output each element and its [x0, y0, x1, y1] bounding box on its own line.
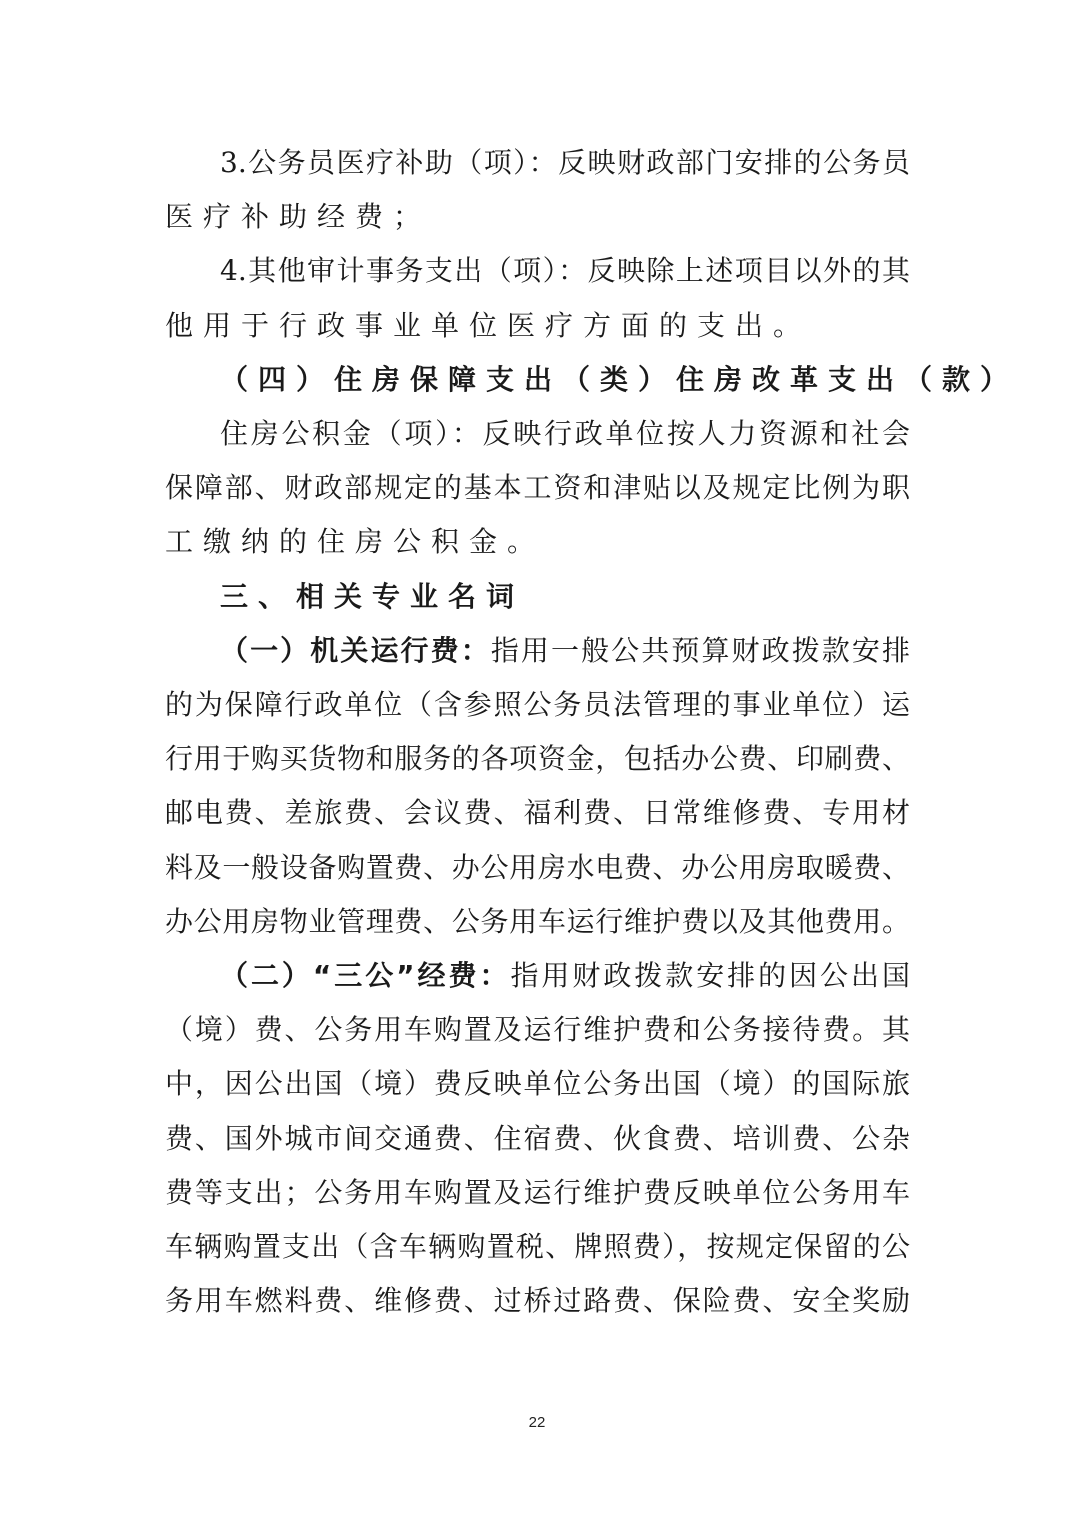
bold-heading: （一）机关运行费：	[220, 633, 491, 667]
text-line	[220, 957, 910, 995]
body-text: 他用于行政事业单位医疗方面的支出。	[165, 308, 812, 342]
text-line	[220, 252, 910, 290]
text-line	[220, 144, 910, 182]
body-text: 邮电费、差旅费、会议费、福利费、日常维修费、专用材	[165, 796, 910, 830]
body-text: （境）费、公务用车购置及运行维护费和公务接待费。其	[165, 1013, 910, 1047]
text-line	[165, 740, 910, 778]
body-text: 料及一般设备购置费、办公用房水电费、办公用房取暖费、	[165, 850, 910, 884]
body-text: 中，因公出国（境）费反映单位公务出国（境）的国际旅	[165, 1067, 910, 1101]
body-text: 工缴纳的住房公积金。	[165, 525, 546, 559]
text-line	[165, 686, 910, 724]
text-line	[220, 415, 910, 453]
body-text: 行用于购买货物和服务的各项资金，包括办公费、印刷费、	[165, 742, 910, 776]
body-text: 医疗补助经费；	[165, 200, 432, 234]
body-text: 指用财政拨款安排的因公出国	[510, 959, 910, 992]
body-text: 办公用房物业管理费、公务用车运行维护费以及其他费用。	[165, 904, 910, 938]
text-line	[165, 1228, 910, 1266]
bold-heading: （四）住房保障支出（类）住房改革支出（款）	[220, 362, 1019, 396]
body-text: 车辆购置支出（含车辆购置税、牌照费），按规定保留的公	[165, 1230, 910, 1263]
text-line	[220, 361, 1019, 399]
text-line	[165, 1065, 910, 1103]
text-line	[165, 469, 910, 507]
body-text: 4.其他审计事务支出（项）：反映除上述项目以外的其	[220, 254, 910, 288]
text-line	[165, 1120, 910, 1158]
body-text: 3.公务员医疗补助（项）：反映财政部门安排的公务员	[220, 146, 910, 179]
text-line	[165, 794, 910, 832]
text-line	[165, 307, 910, 345]
bold-heading: （二）“三公”经费：	[220, 959, 511, 992]
text-line	[220, 632, 910, 670]
body-text: 指用一般公共预算财政拨款安排	[490, 633, 910, 667]
body-text: 住房公积金（项）：反映行政单位按人力资源和社会	[220, 417, 910, 450]
text-line	[165, 1011, 910, 1049]
page-number: 22	[528, 1414, 546, 1431]
body-text: 的为保障行政单位（含参照公务员法管理的事业单位）运	[165, 688, 910, 721]
bold-heading: 三、相关专业名词	[220, 579, 525, 613]
text-line	[165, 198, 910, 236]
text-line	[165, 1282, 910, 1320]
body-text: 务用车燃料费、维修费、过桥过路费、保险费、安全奖励	[165, 1284, 910, 1318]
text-line	[165, 1174, 910, 1212]
text-line	[165, 903, 910, 941]
body-text: 保障部、财政部规定的基本工资和津贴以及规定比例为职	[165, 471, 910, 505]
text-line	[165, 523, 910, 561]
text-line	[220, 578, 910, 616]
text-line	[165, 849, 910, 887]
body-text: 费、国外城市间交通费、住宿费、伙食费、培训费、公杂	[165, 1121, 910, 1155]
body-text: 费等支出；公务用车购置及运行维护费反映单位公务用车	[165, 1175, 910, 1209]
